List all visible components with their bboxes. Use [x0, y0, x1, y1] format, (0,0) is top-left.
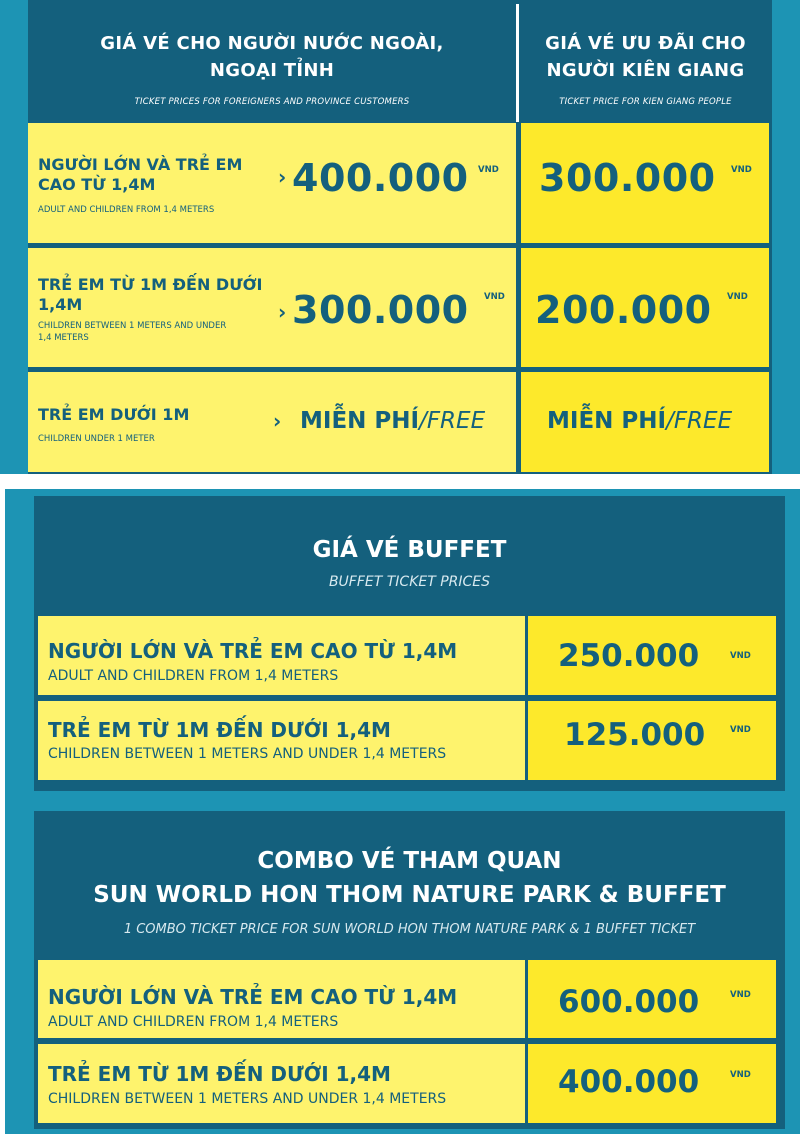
foreign-subtitle: TICKET PRICES FOR FOREIGNERS AND PROVINCE CUSTOMERS — [134, 97, 410, 107]
foreign-title-line1: GIÁ VÉ CHO NGƯỜI NƯỚC NGOÀI, — [100, 33, 444, 54]
currency-label: VND — [484, 292, 505, 302]
free-label-vi: MIỄN PHÍ — [547, 408, 667, 434]
free-label-vi: MIỄN PHÍ — [300, 408, 420, 434]
row-label-vi: TRẺ EM TỪ 1M ĐẾN DƯỚI 1,4M — [48, 718, 391, 742]
row-label-en — [38, 320, 226, 344]
combo-subtitle: 1 COMBO TICKET PRICE FOR SUN WORLD HON THOM NATURE PARK & 1 BUFFET TICKET — [123, 922, 696, 937]
price-local: 200.000 — [535, 288, 712, 332]
price-foreign: 400.000 — [292, 156, 469, 200]
row-label-vi-line2: CAO TỪ 1,4M — [38, 175, 156, 194]
combo-row-adult — [38, 960, 525, 1038]
buffet-subtitle: BUFFET TICKET PRICES — [328, 574, 491, 590]
row-label-vi-line2: 1,4M — [38, 295, 83, 314]
combo-price: 400.000 — [558, 1064, 700, 1100]
currency-label: VND — [727, 292, 748, 302]
currency-label: VND — [730, 990, 751, 1000]
currency-label: VND — [730, 725, 751, 735]
standard-row-child — [28, 248, 516, 367]
local-price-cell — [521, 248, 769, 367]
local-column-header — [519, 30, 772, 107]
buffet-row-adult — [38, 616, 525, 695]
standard-row-infant — [28, 372, 516, 472]
arrow-icon: › — [278, 165, 287, 189]
row-label-vi — [38, 155, 242, 195]
buffet-combo-panel — [5, 489, 800, 1134]
combo-title-line1: COMBO VÉ THAM QUAN — [257, 848, 562, 874]
combo-price-cell — [528, 960, 776, 1038]
row-label-vi-line1: NGƯỜI LỚN VÀ TRẺ EM — [38, 155, 243, 174]
combo-price-cell — [528, 1044, 776, 1123]
free-label — [547, 408, 732, 434]
row-label-vi: NGƯỜI LỚN VÀ TRẺ EM CAO TỪ 1,4M — [48, 639, 458, 663]
buffet-price-cell — [528, 701, 776, 780]
combo-title-line2: SUN WORLD HON THOM NATURE PARK & BUFFET — [93, 882, 726, 908]
row-label-vi: NGƯỜI LỚN VÀ TRẺ EM CAO TỪ 1,4M — [48, 985, 458, 1009]
row-label-vi-line1: TRẺ EM TỪ 1M ĐẾN DƯỚI — [38, 275, 263, 294]
currency-label: VND — [731, 165, 752, 175]
free-label-en: /FREE — [419, 408, 486, 434]
local-subtitle: TICKET PRICE FOR KIEN GIANG PEOPLE — [559, 97, 732, 107]
free-label — [300, 408, 485, 434]
standard-row-adult — [28, 123, 516, 243]
row-label-vi — [38, 275, 263, 315]
local-title-line2: NGƯỜI KIÊN GIANG — [546, 60, 745, 81]
free-label-en: /FREE — [666, 408, 733, 434]
row-label-en: ADULT AND CHILDREN FROM 1,4 METERS — [48, 668, 339, 684]
buffet-price-cell — [528, 616, 776, 695]
currency-label: VND — [730, 651, 751, 661]
row-label-en: ADULT AND CHILDREN FROM 1,4 METERS — [48, 1014, 339, 1030]
currency-label: VND — [730, 1070, 751, 1080]
row-label-en: CHILDREN UNDER 1 METER — [38, 434, 155, 444]
combo-row-child — [38, 1044, 525, 1123]
arrow-icon: › — [278, 300, 287, 324]
buffet-section — [34, 496, 785, 791]
standard-ticket-panel — [0, 0, 800, 474]
row-label-en-line1: CHILDREN BETWEEN 1 METERS AND UNDER — [38, 321, 227, 331]
row-label-en-line2: 1,4 METERS — [38, 333, 89, 343]
row-label-en: CHILDREN BETWEEN 1 METERS AND UNDER 1,4 METERS — [48, 1091, 447, 1107]
buffet-row-child — [38, 701, 525, 780]
price-local: 300.000 — [539, 156, 716, 200]
combo-section — [34, 811, 785, 1129]
buffet-price: 125.000 — [564, 717, 706, 753]
row-label-vi: TRẺ EM TỪ 1M ĐẾN DƯỚI 1,4M — [48, 1062, 391, 1086]
row-label-en: ADULT AND CHILDREN FROM 1,4 METERS — [38, 205, 215, 215]
arrow-icon: › — [273, 409, 282, 433]
currency-label: VND — [478, 165, 499, 175]
combo-price: 600.000 — [558, 984, 700, 1020]
price-foreign: 300.000 — [292, 288, 469, 332]
foreign-column-header — [28, 30, 516, 107]
foreign-title-line2: NGOẠI TỈNH — [209, 60, 335, 81]
local-price-cell — [521, 372, 769, 472]
row-label-vi: TRẺ EM DƯỚI 1M — [38, 405, 190, 424]
row-label-en: CHILDREN BETWEEN 1 METERS AND UNDER 1,4 METERS — [48, 746, 447, 762]
local-title-line1: GIÁ VÉ ƯU ĐÃI CHO — [545, 33, 746, 54]
buffet-title: GIÁ VÉ BUFFET — [312, 537, 507, 563]
local-price-cell — [521, 123, 769, 243]
buffet-price: 250.000 — [558, 638, 700, 674]
